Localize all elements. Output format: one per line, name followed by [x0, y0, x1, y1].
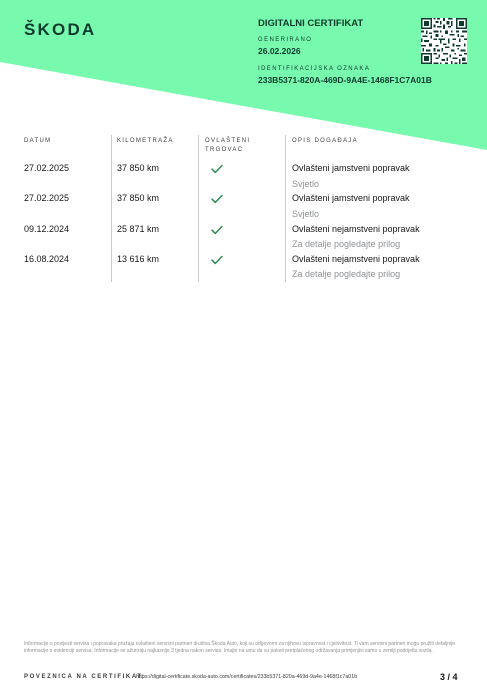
row-event-detail: Svjetlo [292, 209, 320, 219]
qr-code[interactable] [421, 18, 467, 64]
row-event-detail: Za detalje pogledajte prilog [292, 239, 401, 249]
row-date: 16.08.2024 [24, 254, 70, 264]
certificate-title: DIGITALNI CERTIFIKAT [258, 18, 364, 29]
generated-date: 26.02.2026 [258, 46, 301, 56]
row-event: Ovlašteni nejamstveni popravak [292, 224, 420, 234]
checkmark-icon [211, 194, 223, 204]
row-event-detail: Svjetlo [292, 179, 320, 189]
checkmark-icon [211, 255, 223, 265]
skoda-logo: ŠKODA [24, 20, 97, 39]
identification-value: 233B5371-820A-469D-9A4E-1468F1C7A01B [258, 75, 432, 85]
row-mileage: 25 871 km [117, 224, 160, 234]
column-divider [111, 135, 112, 282]
identification-label: IDENTIFIKACIJSKA OZNAKA [258, 66, 371, 72]
row-date: 09.12.2024 [24, 224, 70, 234]
checkmark-icon [211, 225, 223, 235]
row-event: Ovlašteni jamstveni popravak [292, 163, 410, 173]
column-header-authorized-dealer: OVLAŠTENI TRGOVAC [205, 138, 251, 153]
column-header-mileage: KILOMETRAŽA [117, 138, 174, 144]
checkmark-icon [211, 164, 223, 174]
row-event-detail: Za detalje pogledajte prilog [292, 269, 401, 279]
certificate-link-label: POVEZNICA NA CERTIFIKAT: [24, 674, 146, 680]
generated-label: GENERIRANO [258, 37, 313, 43]
certificate-link[interactable]: https://digital-certificate.skoda-auto.com/certificates/233b5371-820a-469d-9a4e-1468f1c7a01b [136, 674, 358, 680]
row-event: Ovlašteni jamstveni popravak [292, 193, 410, 203]
column-header-description: OPIS DOGAĐAJA [292, 138, 358, 144]
row-mileage: 13 616 km [117, 254, 160, 264]
row-date: 27.02.2025 [24, 163, 70, 173]
column-divider [198, 135, 199, 282]
row-mileage: 37 850 km [117, 163, 160, 173]
row-event: Ovlašteni nejamstveni popravak [292, 254, 420, 264]
column-divider [285, 135, 286, 282]
page-number: 3 / 4 [440, 672, 458, 682]
row-mileage: 37 850 km [117, 193, 160, 203]
row-date: 27.02.2025 [24, 193, 70, 203]
column-header-date: DATUM [24, 138, 52, 144]
footer-disclaimer: Informacije o povijesti servisa i popravaka pružaju ovlašteni servisni partneri društva Škoda Auto, koji su odgovorni za njihovu ispravnost i cjelovitost. Ti vam servisni partneri mogu pružiti detaljnije informacije o evidenciji servisa. Informacije se ažuriraju najkasnije 3 tjedna nakon servisa. Imajte na umu da su paketi pretplaćenog održavanja primjenjivi samo u zemlji podrijetla vozila. [24, 641, 456, 654]
